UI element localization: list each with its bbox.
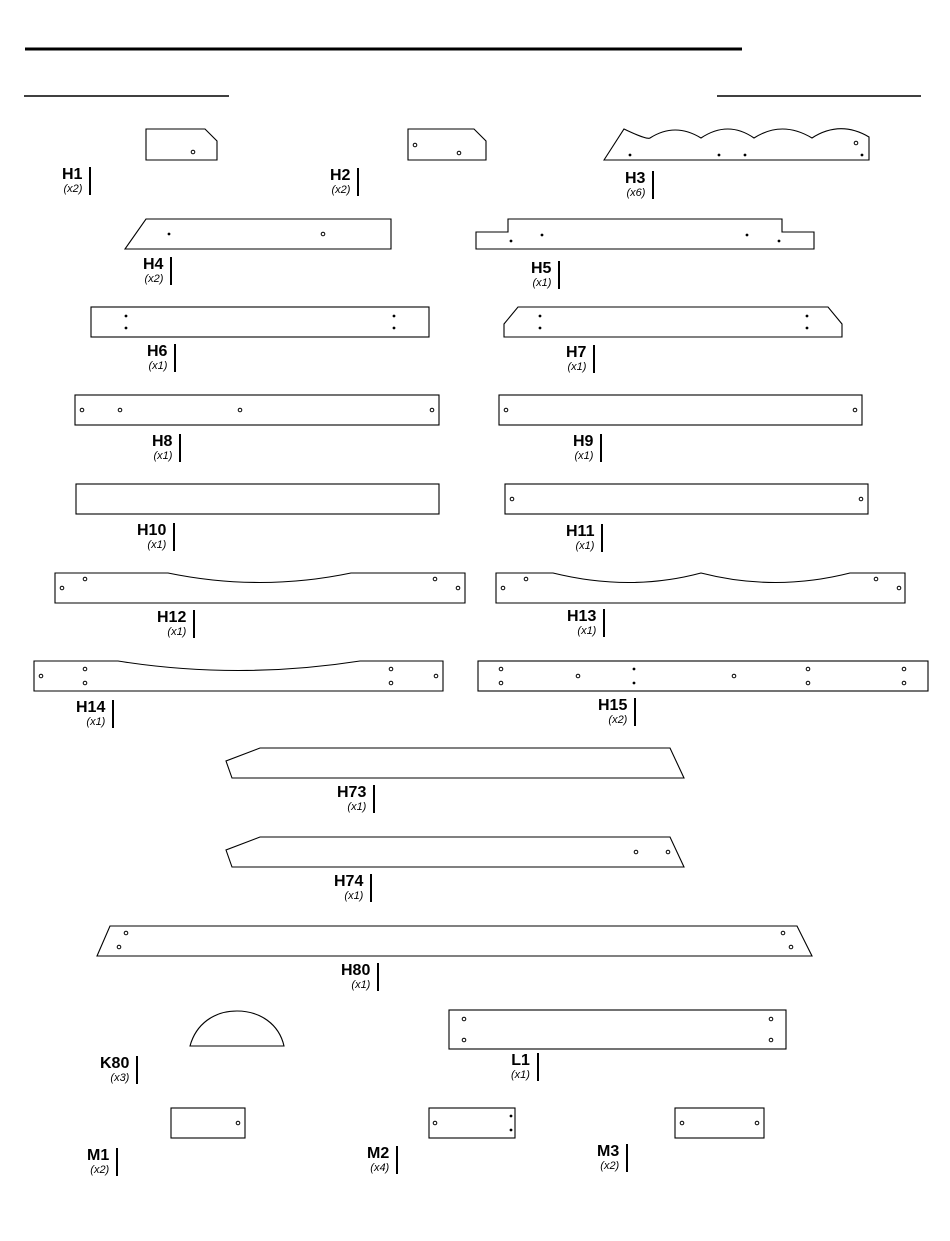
part-code: H5 xyxy=(531,260,552,277)
part-code: M1 xyxy=(87,1147,110,1164)
part-code: H73 xyxy=(337,784,367,801)
part-H80-label xyxy=(341,963,379,991)
part-code: H80 xyxy=(341,962,371,979)
part-qty: (x1) xyxy=(344,890,364,902)
part-qty: (x1) xyxy=(147,539,167,551)
part-qty: (x1) xyxy=(532,277,552,289)
part-L1-label xyxy=(511,1053,539,1081)
part-qty: (x2) xyxy=(608,714,628,726)
part-H2-drawing xyxy=(408,129,486,160)
part-H73-drawing xyxy=(226,748,684,778)
part-H4-drawing xyxy=(125,219,391,249)
part-qty: (x2) xyxy=(144,273,164,285)
part-M3-label xyxy=(597,1144,628,1172)
part-qty: (x2) xyxy=(600,1160,620,1172)
part-H7-drawing xyxy=(504,307,842,337)
part-H10-label xyxy=(137,523,175,551)
part-H8-drawing xyxy=(75,395,439,425)
part-qty: (x2) xyxy=(90,1164,110,1176)
part-qty: (x1) xyxy=(577,625,597,637)
part-H73-label xyxy=(337,785,375,813)
part-qty: (x1) xyxy=(86,716,106,728)
part-code: H74 xyxy=(334,873,364,890)
part-H8-label xyxy=(152,434,181,462)
part-qty: (x1) xyxy=(567,361,587,373)
part-code: M2 xyxy=(367,1145,390,1162)
part-H15-drawing xyxy=(478,661,928,691)
part-code: M3 xyxy=(597,1143,620,1160)
part-code: K80 xyxy=(100,1055,130,1072)
part-M1-label xyxy=(87,1148,118,1176)
part-M2-drawing xyxy=(429,1108,515,1138)
part-qty: (x1) xyxy=(511,1069,530,1081)
part-H13-drawing xyxy=(496,573,905,603)
part-H1-drawing xyxy=(146,129,217,160)
part-code: L1 xyxy=(511,1052,530,1069)
part-M1-drawing xyxy=(171,1108,245,1138)
part-H5-drawing xyxy=(476,219,814,249)
part-H11-drawing xyxy=(505,484,868,514)
part-code: H6 xyxy=(147,343,168,360)
part-qty: (x2) xyxy=(63,183,83,195)
part-H5-label xyxy=(531,261,560,289)
part-code: H13 xyxy=(567,608,597,625)
part-code: H2 xyxy=(330,167,351,184)
part-code: H1 xyxy=(62,166,83,183)
part-code: H12 xyxy=(157,609,187,626)
part-H12-label xyxy=(157,610,195,638)
part-M3-drawing xyxy=(675,1108,764,1138)
part-qty: (x2) xyxy=(331,184,351,196)
part-H14-drawing xyxy=(34,661,443,691)
part-code: H15 xyxy=(598,697,628,714)
part-H10-drawing xyxy=(76,484,439,514)
part-H6-drawing xyxy=(91,307,429,337)
part-code: H10 xyxy=(137,522,167,539)
part-qty: (x1) xyxy=(153,450,173,462)
part-H6-label xyxy=(147,344,176,372)
part-H4-label xyxy=(143,257,172,285)
part-H12-drawing xyxy=(55,573,465,603)
part-H1-label xyxy=(62,167,91,195)
part-H3-drawing xyxy=(604,129,869,160)
part-code: H7 xyxy=(566,344,587,361)
part-qty: (x4) xyxy=(370,1162,390,1174)
part-H80-drawing xyxy=(97,926,812,956)
part-qty: (x1) xyxy=(351,979,371,991)
part-K80-label xyxy=(100,1056,138,1084)
part-code: H11 xyxy=(566,523,595,540)
part-H11-label xyxy=(566,524,603,552)
part-code: H8 xyxy=(152,433,173,450)
part-L1-drawing xyxy=(449,1010,786,1049)
part-H9-drawing xyxy=(499,395,862,425)
part-code: H9 xyxy=(573,433,594,450)
part-H14-label xyxy=(76,700,114,728)
part-M2-label xyxy=(367,1146,398,1174)
part-code: H4 xyxy=(143,256,164,273)
part-K80-drawing xyxy=(190,1011,284,1046)
part-code: H14 xyxy=(76,699,106,716)
part-qty: (x1) xyxy=(575,540,595,552)
part-qty: (x3) xyxy=(110,1072,130,1084)
part-H13-label xyxy=(567,609,605,637)
part-H3-label xyxy=(625,171,654,199)
part-H74-drawing xyxy=(226,837,684,867)
part-H2-label xyxy=(330,168,359,196)
part-qty: (x1) xyxy=(574,450,594,462)
part-qty: (x6) xyxy=(626,187,646,199)
part-qty: (x1) xyxy=(167,626,187,638)
part-qty: (x1) xyxy=(347,801,367,813)
part-H7-label xyxy=(566,345,595,373)
part-code: H3 xyxy=(625,170,646,187)
part-H9-label xyxy=(573,434,602,462)
part-qty: (x1) xyxy=(148,360,168,372)
part-H74-label xyxy=(334,874,372,902)
part-H15-label xyxy=(598,698,636,726)
